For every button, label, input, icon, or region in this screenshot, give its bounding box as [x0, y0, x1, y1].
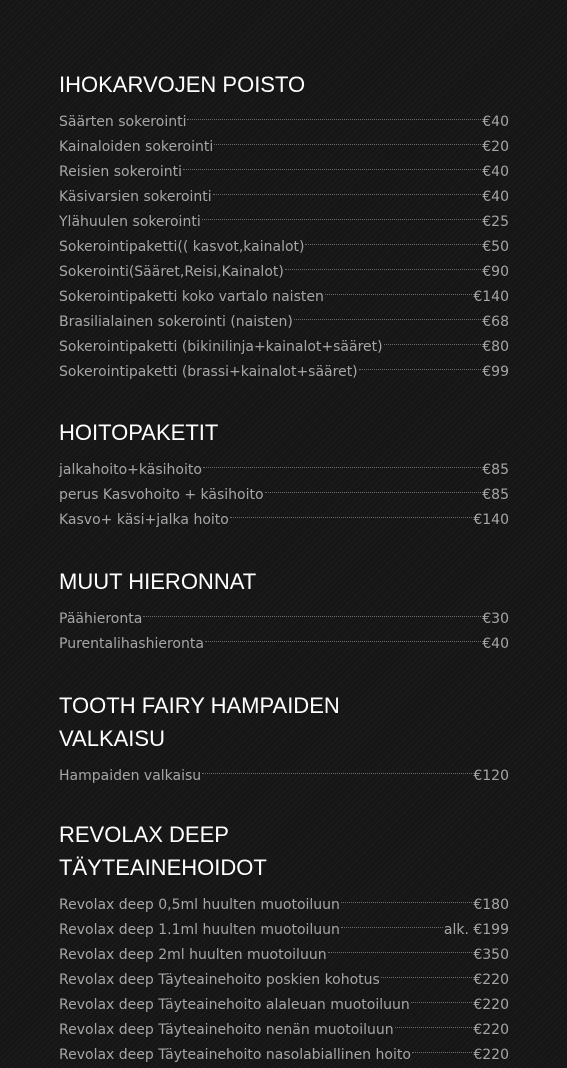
service-price: €20	[482, 139, 509, 155]
service-price: €40	[482, 189, 509, 205]
dot-leader	[411, 984, 473, 1009]
section-title	[59, 689, 509, 755]
section-teeth-whitening	[59, 689, 509, 784]
section-title: MUUT HIERONNAT	[59, 569, 257, 594]
service-name: Revolax deep Täyteainehoito nenän muotoiluun	[59, 1022, 394, 1038]
price-row	[59, 884, 509, 913]
dot-leader	[381, 959, 473, 984]
section-hair-removal	[59, 68, 509, 380]
service-price: €85	[482, 487, 509, 503]
service-price: €40	[482, 114, 509, 130]
price-row	[59, 598, 509, 627]
service-name: Ylähuulen sokerointi	[59, 214, 201, 230]
section-revolax-fillers	[59, 818, 509, 1063]
service-price: €220	[473, 1022, 509, 1038]
service-price: alk. €199	[443, 922, 509, 938]
price-list	[59, 598, 509, 652]
service-price: €90	[482, 264, 509, 280]
section-title: IHOKARVOJEN POISTO	[59, 72, 306, 97]
dot-leader	[395, 1009, 473, 1034]
dot-leader	[412, 1034, 472, 1059]
service-price: €40	[482, 164, 509, 180]
price-row	[59, 101, 509, 130]
service-price: €99	[482, 364, 509, 380]
dot-leader	[230, 499, 473, 524]
dot-leader	[341, 884, 472, 909]
section-title-line: VALKAISU	[59, 726, 165, 751]
section-title-line: TÄYTEAINEHOIDOT	[59, 855, 267, 880]
dot-leader	[187, 101, 481, 126]
section-title	[59, 818, 509, 884]
service-name: Purentalihashieronta	[59, 636, 204, 652]
dot-leader	[205, 623, 481, 648]
service-name: Revolax deep Täyteainehoito alaleuan muotoiluun	[59, 997, 410, 1013]
dot-leader	[183, 151, 481, 176]
price-row	[59, 449, 509, 478]
service-name: Sokerointi(Sääret,Reisi,Kainalot)	[59, 264, 284, 280]
dot-leader	[202, 755, 472, 780]
price-list	[59, 755, 509, 784]
dot-leader	[325, 276, 473, 301]
price-list	[59, 101, 509, 380]
service-name: Revolax deep Täyteainehoito nasolabiallinen hoito	[59, 1047, 411, 1063]
service-name: Sokerointipaketti (bikinilinja+kainalot+sääret)	[59, 339, 383, 355]
dot-leader	[203, 449, 481, 474]
dot-leader	[202, 201, 482, 226]
service-name: Päähieronta	[59, 611, 143, 627]
service-name: Revolax deep 0,5ml huulten muotoiluun	[59, 897, 340, 913]
service-price: €220	[473, 972, 509, 988]
price-list	[59, 449, 509, 528]
service-name: Sokerointipaketti koko vartalo naisten	[59, 289, 324, 305]
service-price: €120	[473, 768, 509, 784]
dot-leader	[294, 301, 481, 326]
dot-leader	[359, 351, 482, 376]
service-price: €350	[473, 947, 509, 963]
service-name: Brasilialainen sokerointi (naisten)	[59, 314, 293, 330]
section-title-line: TOOTH FAIRY HAMPAIDEN	[59, 693, 340, 718]
service-price: €140	[473, 289, 509, 305]
service-price: €220	[473, 1047, 509, 1063]
dot-leader	[285, 251, 481, 276]
price-row	[59, 755, 509, 784]
service-name: Sokerointipaketti (brassi+kainalot+sääret)	[59, 364, 358, 380]
service-price: €80	[482, 339, 509, 355]
section-title: HOITOPAKETIT	[59, 420, 219, 445]
service-name: Revolax deep 1.1ml huulten muotoiluun	[59, 922, 340, 938]
dot-leader	[143, 598, 481, 623]
section-title-line: REVOLAX DEEP	[59, 822, 229, 847]
service-name: Reisien sokerointi	[59, 164, 182, 180]
service-price: €85	[482, 462, 509, 478]
service-name: perus Kasvohoito + käsihoito	[59, 487, 264, 503]
service-name: Sokerointipaketti(( kasvot,kainalot)	[59, 239, 305, 255]
service-price: €220	[473, 997, 509, 1013]
service-price: €30	[482, 611, 509, 627]
dot-leader	[328, 934, 473, 959]
section-treatment-packages	[59, 416, 509, 528]
dot-leader	[214, 126, 481, 151]
dot-leader	[305, 226, 481, 251]
service-name: Revolax deep Täyteainehoito poskien kohotus	[59, 972, 380, 988]
dot-leader	[384, 326, 482, 351]
price-list	[59, 884, 509, 1063]
service-name: Hampaiden valkaisu	[59, 768, 202, 784]
service-name: Säärten sokerointi	[59, 114, 187, 130]
service-name: jalkahoito+käsihoito	[59, 462, 202, 478]
service-price: €180	[473, 897, 509, 913]
dot-leader	[213, 176, 482, 201]
service-name: Revolax deep 2ml huulten muotoiluun	[59, 947, 327, 963]
service-price: €140	[473, 512, 509, 528]
service-name: Kasvo+ käsi+jalka hoito	[59, 512, 229, 528]
dot-leader	[341, 909, 443, 934]
service-price: €68	[482, 314, 509, 330]
service-price: €25	[482, 214, 509, 230]
service-price: €50	[482, 239, 509, 255]
section-other-massages	[59, 565, 509, 652]
dot-leader	[265, 474, 482, 499]
service-name: Kainaloiden sokerointi	[59, 139, 214, 155]
service-name: Käsivarsien sokerointi	[59, 189, 212, 205]
service-price: €40	[482, 636, 509, 652]
